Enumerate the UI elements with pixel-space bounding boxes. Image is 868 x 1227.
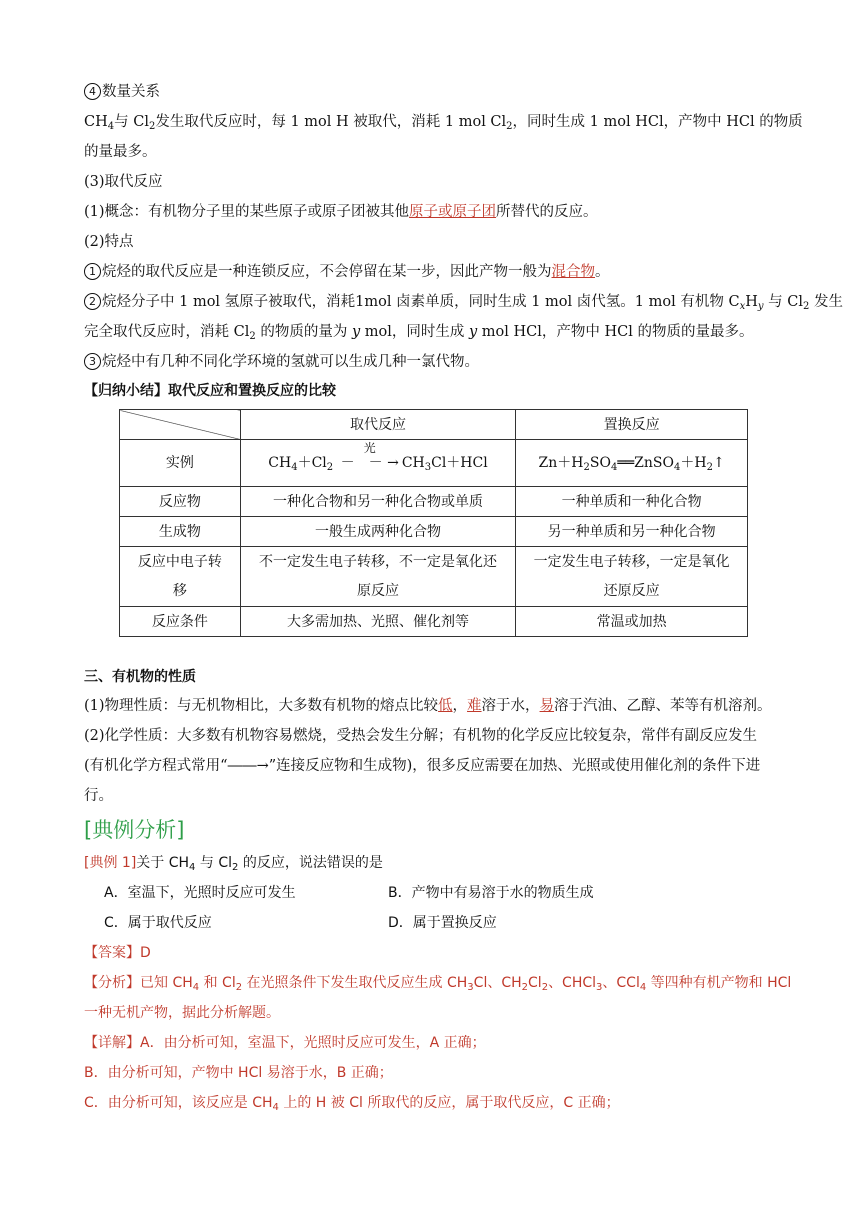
fill-answer: 低: [438, 698, 453, 714]
row-label: 实例: [120, 440, 241, 487]
para-feature-1: 1 烷烃的取代反应是一种连锁反应，不会停留在某一步，因此产物一般为混合物。: [84, 262, 610, 282]
para-quantity-relation: 4 数量关系: [84, 82, 160, 102]
fill-answer: 易: [539, 698, 555, 714]
example-1-question: [典例 1]关于 $CH_4$ 与 $Cl_2$ 的反应，说法错误的是: [84, 855, 383, 873]
table-cell: 另一种单质和另一种化合物: [516, 517, 748, 547]
section-3-title: 三、有机物的性质: [84, 669, 196, 685]
para-feature-2: 2 烷烃分子中 1 mol 氢原子被取代，消耗1mol 卤素单质，同时生成 1 mol 卤代氢。1 mol 有机物 $C_xH_y$ 与 $Cl_2$ 发生: [84, 292, 843, 312]
circled-number: 4: [84, 83, 101, 100]
row-label: 反应条件: [120, 607, 241, 637]
table-cell: 大多需加热、光照、催化剂等: [240, 607, 515, 637]
heading-substitution: (3)取代反应: [84, 174, 163, 190]
detail-a: 【详解】A．由分析可知，室温下，光照时反应可发生，A 正确；: [84, 1035, 486, 1051]
replacement-equation: $Zn+H_2SO_4══ZnSO_4+H_2↑$: [516, 440, 748, 487]
option-d: D．属于置换反应: [388, 915, 497, 931]
table-cell: 一般生成两种化合物: [240, 517, 515, 547]
para-chemical-props: (2)化学性质：大多数有机物容易燃烧，受热会发生分解；有机物的化学反应比较复杂，常伴有副反应发生: [84, 728, 758, 744]
table-header: 取代反应: [240, 410, 515, 440]
table-cell: 一种化合物和另一种化合物或单质: [240, 487, 515, 517]
detail-c: C．由分析可知，该反应是 $CH_4$ 上的 H 被 Cl 所取代的反应，属于取代反应，C 正确；: [84, 1095, 620, 1113]
para-chemical-props-cont: (有机化学方程式常用“――→”连接反应物和生成物)，很多反应需要在加热、光照或使用催化剂的条件下进: [84, 758, 761, 774]
para-chemical-props-end: 行。: [84, 788, 113, 804]
example-tag: [典例 1]: [84, 855, 137, 871]
example-analysis-header: [典例分析]: [84, 818, 185, 842]
para-concept: (1)概念：有机物分子里的某些原子或原子团被其他原子或原子团所替代的反应。: [84, 204, 598, 220]
para-physical-props: (1)物理性质：与无机物相比，大多数有机物的熔点比较低，难溶于水，易溶于汽油、乙醇、苯等有机溶剂。: [84, 698, 772, 714]
comparison-table: [119, 409, 748, 637]
arrow-condition-label: 光: [363, 441, 376, 455]
table-cell: 不一定发生电子转移，不一定是氧化还 原反应: [240, 547, 515, 607]
summary-title: 【归纳小结】取代反应和置换反应的比较: [84, 383, 336, 399]
fill-answer: 混合物: [551, 264, 595, 280]
option-b: B．产物中有易溶于水的物质生成: [388, 885, 594, 901]
analysis-line-cont: 一种无机产物，据此分析解题。: [84, 1005, 280, 1021]
row-label: 反应物: [120, 487, 241, 517]
answer-line: 【答案】D: [84, 945, 151, 961]
table-header: 置换反应: [516, 410, 748, 440]
table-cell: 常温或加热: [516, 607, 748, 637]
para-feature-3: 3 烷烃中有几种不同化学环境的氢就可以生成几种一氯代物。: [84, 352, 479, 372]
fill-answer: 原子或原子团: [409, 204, 497, 220]
reaction-arrow: － － →: [340, 455, 399, 471]
heading-features: (2)特点: [84, 234, 134, 250]
circled-number: 1: [84, 263, 101, 280]
option-a: A．室温下，光照时反应可发生: [104, 885, 296, 901]
table-cell: 一种单质和一种化合物: [516, 487, 748, 517]
detail-b: B．由分析可知，产物中 HCl 易溶于水，B 正确；: [84, 1065, 393, 1081]
row-label: 生成物: [120, 517, 241, 547]
circled-number: 3: [84, 353, 101, 370]
row-label: 反应中电子转 移: [120, 547, 241, 607]
circled-number: 2: [84, 293, 101, 310]
option-c: C．属于取代反应: [104, 915, 212, 931]
fill-answer: 难: [467, 698, 482, 714]
table-corner-cell: [120, 410, 241, 440]
substitution-equation: $CH_4+Cl_2$ 光 － － → $CH_3Cl+HCl$: [240, 440, 515, 487]
para-feature-2-cont: 完全取代反应时，消耗 $Cl_2$ 的物质的量为 y mol，同时生成 y mol HCl，产物中 HCl 的物质的量最多。: [84, 324, 754, 342]
table-cell: 一定发生电子转移，一定是氧化 还原反应: [516, 547, 748, 607]
para-ch4-cl2: $CH_4$与 $Cl_2$发生取代反应时，每 1 mol H 被取代，消耗 1 mol $Cl_2$，同时生成 1 mol HCl，产物中 HCl 的物质: [84, 114, 803, 132]
analysis-line: 【分析】已知 $CH_4$ 和 $Cl_2$ 在光照条件下发生取代反应生成 $CH_3Cl$、$CH_2Cl_2$、CHCl$_3$、CCl$_4$ 等四种有机产物和 HCl: [84, 975, 792, 993]
gas-up-arrow: ↑: [712, 455, 725, 471]
para-ch4-cl2-cont: 的量最多。: [84, 144, 157, 160]
